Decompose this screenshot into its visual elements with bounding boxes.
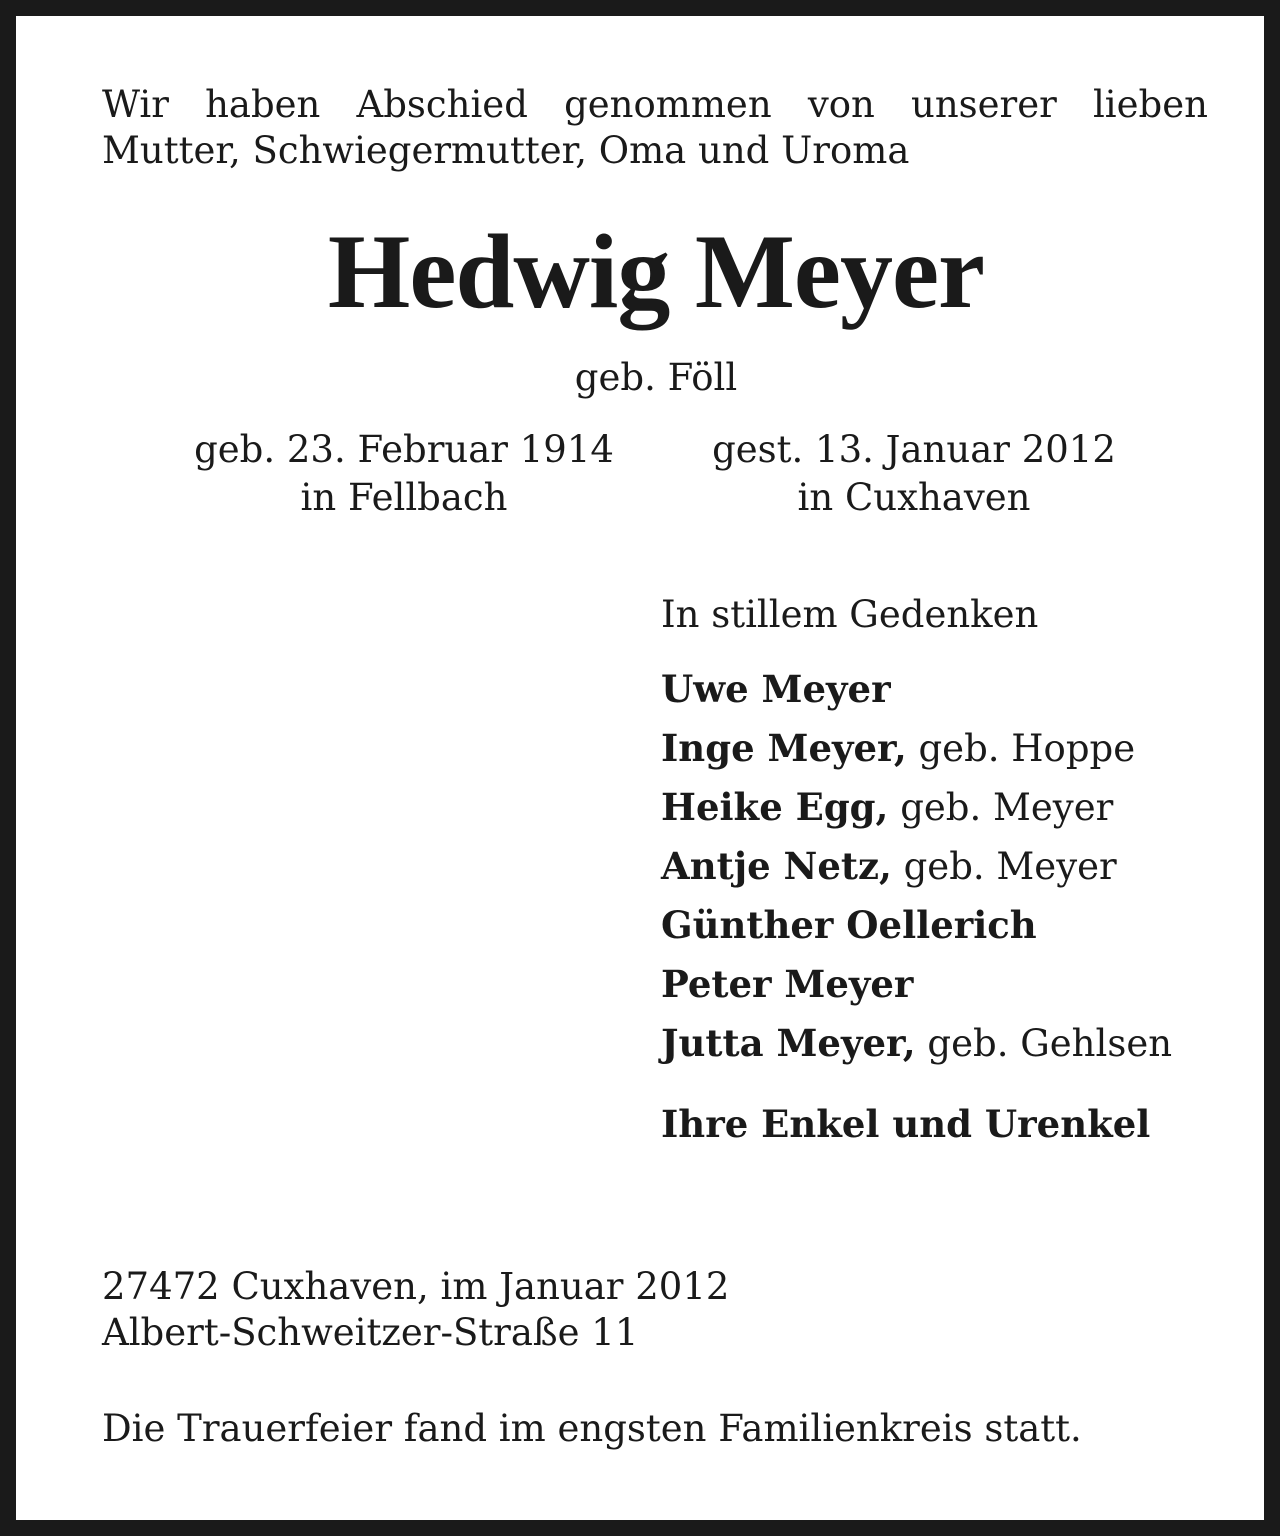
ceremony-note: Die Trauerfeier fand im engsten Familienkreis statt.: [102, 1407, 1082, 1450]
mourner-entry: [661, 778, 1261, 837]
maiden-name: geb. Föll: [574, 356, 738, 399]
address-line-2: Albert-Schweitzer-Straße 11: [102, 1311, 639, 1354]
intro-word: haben: [205, 83, 321, 126]
mourner-name: Inge Meyer,: [661, 726, 907, 770]
mourner-name: Uwe Meyer: [661, 667, 891, 711]
mourners-heading: In stillem Gedenken: [661, 593, 1039, 636]
mourner-entry: [661, 1014, 1261, 1073]
intro-word: Wir: [102, 83, 169, 126]
intro-text: [102, 82, 1208, 174]
mourner-name: Günther Oellerich: [661, 903, 1037, 947]
mourner-suffix: geb. Hoppe: [906, 727, 1136, 770]
intro-word: lieben: [1092, 83, 1208, 126]
intro-word: von: [807, 83, 875, 126]
mourner-name: Peter Meyer: [661, 962, 914, 1006]
mourner-entry: [661, 837, 1261, 896]
death-date: gest. 13. Januar 2012: [712, 428, 1116, 471]
deceased-name: Hedwig Meyer: [327, 213, 985, 330]
mourner-name: Jutta Meyer,: [661, 1021, 916, 1065]
mourner-name: Antje Netz,: [661, 844, 892, 888]
intro-line-1: [102, 82, 1208, 128]
intro-word: unserer: [910, 83, 1057, 126]
mourner-entry: [661, 719, 1261, 778]
birth-date: geb. 23. Februar 1914: [194, 428, 614, 471]
birth-info: [166, 426, 642, 522]
birth-place: in Fellbach: [300, 476, 508, 519]
mourner-suffix: geb. Gehlsen: [915, 1022, 1173, 1065]
mourner-suffix: geb. Meyer: [888, 786, 1114, 829]
mourner-name: Heike Egg,: [661, 785, 889, 829]
intro-word: genommen: [564, 83, 772, 126]
mourner-entry: [661, 896, 1261, 955]
mourners-block: [661, 592, 1261, 1073]
address-line-1: 27472 Cuxhaven, im Januar 2012: [102, 1265, 730, 1308]
intro-line-2: Mutter, Schwiegermutter, Oma und Uroma: [102, 129, 910, 172]
mourner-entry: [661, 955, 1261, 1014]
mourner-suffix: geb. Meyer: [891, 845, 1117, 888]
death-info: [676, 426, 1152, 522]
intro-word: Abschied: [356, 83, 528, 126]
mourner-entry: [661, 660, 1261, 719]
death-place: in Cuxhaven: [797, 476, 1031, 519]
address-block: [102, 1264, 729, 1356]
grandchildren-line: Ihre Enkel und Urenkel: [661, 1102, 1151, 1146]
